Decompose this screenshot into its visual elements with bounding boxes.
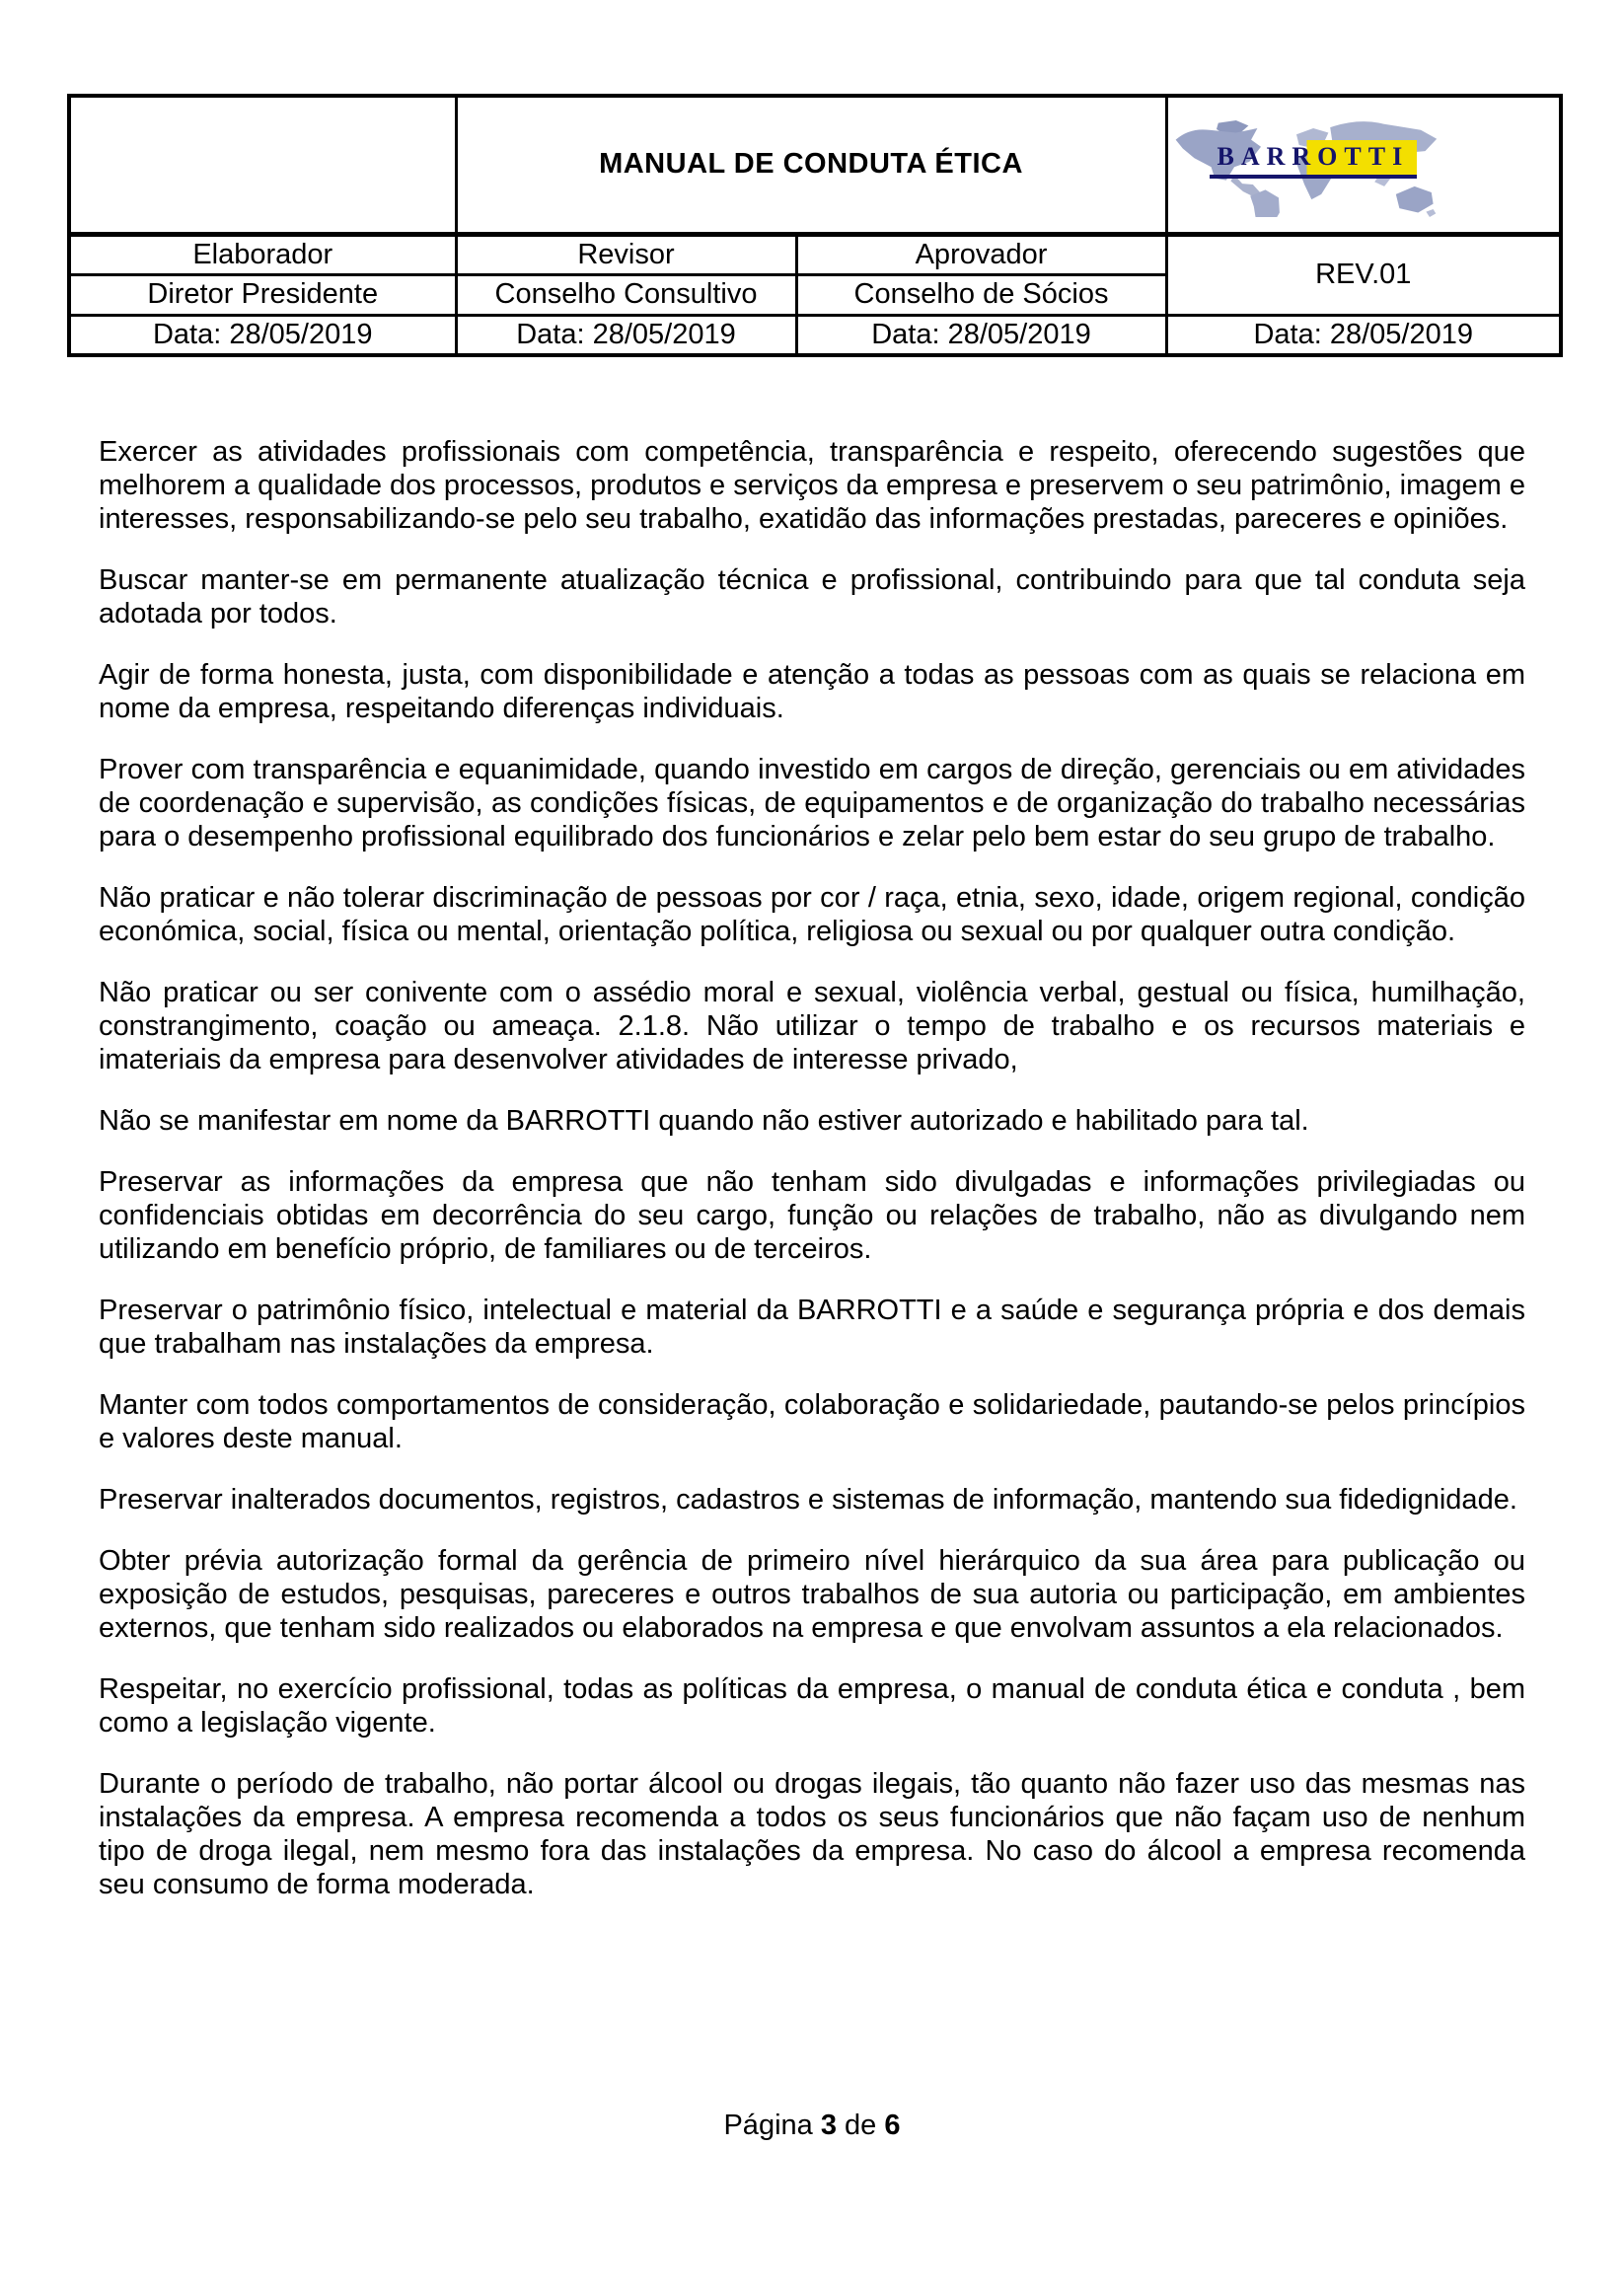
body-paragraph: Não praticar ou ser conivente com o assédio moral e sexual, violência verbal, gestual ou física, humilhação, constrangimento, coação ou ameaça. 2.1.8. Não utilizar o tempo de trabalho e os recursos materiais e imateriais da empresa para desenvolver atividades de interesse privado, (99, 977, 1525, 1075)
body-paragraph: Exercer as atividades profissionais com competência, transparência e respeito, oferecendo sugestões que melhorem a qualidade dos processos, produtos e serviços da empresa e preservem o seu patrimônio, imagem e interesses, responsabilizando-se pelo seu trabalho, exatidão das informações prestadas, pareceres e opiniões. (99, 436, 1525, 535)
body-paragraph: Não se manifestar em nome da BARROTTI quando não estiver autorizado e habilitado para tal. (99, 1105, 1309, 1137)
body-paragraph: Durante o período de trabalho, não portar álcool ou drogas ilegais, tão quanto não fazer uso das mesmas nas instalações da empresa. A empresa recomenda a todos os seus funcionários que não façam uso de nenhum tipo de droga ilegal, nem mesmo fora das instalações da empresa. No caso do álcool a empresa recomenda seu consumo de forma moderada. (99, 1768, 1525, 1900)
aprovador-date: Data: 28/05/2019 (796, 315, 1166, 355)
aprovador-name: Conselho de Sócios (796, 274, 1166, 315)
header-title-row (69, 96, 1561, 234)
body-paragraph: Respeitar, no exercício profissional, todas as políticas da empresa, o manual de conduta ética e conduta , bem como a legislação vigente. (99, 1673, 1525, 1739)
revision-date: Data: 28/05/2019 (1166, 315, 1561, 355)
footer-of-label: de (845, 2110, 877, 2141)
page-title: MANUAL DE CONDUTA ÉTICA (456, 96, 1166, 234)
header-table (67, 94, 1563, 357)
body-paragraph: Obter prévia autorização formal da gerência de primeiro nível hierárquico da sua área para publicação ou exposição de estudos, pesquisas, pareceres e outros trabalhos de sua autoria ou participação, em ambientes externos, que tenham sido realizados ou elaborados na empresa e que envolvam assuntos a ela relacionados. (99, 1545, 1525, 1644)
revisor-role-label: Revisor (456, 234, 796, 274)
body-paragraph: Não praticar e não tolerar discriminação de pessoas por cor / raça, etnia, sexo, idade, origem regional, condição económica, social, física ou mental, orientação política, religiosa ou sexual ou por qualquer outra condição. (99, 882, 1525, 947)
revision-label: REV.01 (1166, 234, 1561, 315)
company-logo-text: BARROTTI (1210, 140, 1418, 179)
body-paragraph: Preservar inalterados documentos, registros, cadastros e sistemas de informação, mantendo sua fidedignidade. (99, 1484, 1517, 1516)
revisor-date: Data: 28/05/2019 (456, 315, 796, 355)
header-role-row (69, 234, 1561, 274)
logo-cell (1166, 96, 1561, 234)
elaborador-role-label: Elaborador (69, 234, 456, 274)
body-paragraph: Preservar o patrimônio físico, intelectual e material da BARROTTI e a saúde e segurança própria e dos demais que trabalham nas instalações da empresa. (99, 1295, 1525, 1360)
footer-page-label: Página (723, 2110, 813, 2141)
header-date-row (69, 315, 1561, 355)
revisor-name: Conselho Consultivo (456, 274, 796, 315)
body-paragraph: Prover com transparência e equanimidade, quando investido em cargos de direção, gerenciais ou em atividades de coordenação e supervisão, as condições físicas, de equipamentos e de organização do trabalho necessárias para o desempenho profissional equilibrado dos funcionários e zelar pelo bem estar do seu grupo de trabalho. (99, 754, 1525, 852)
footer-total-pages: 6 (884, 2110, 901, 2141)
body-paragraph: Preservar as informações da empresa que não tenham sido divulgadas e informações privilegiadas ou confidenciais obtidas em decorrência do seu cargo, função ou relações de trabalho, não as divulgando nem utilizando em benefício próprio, de familiares ou de terceiros. (99, 1166, 1525, 1265)
page-footer (0, 2110, 1624, 2142)
elaborador-name: Diretor Presidente (69, 274, 456, 315)
aprovador-role-label: Aprovador (796, 234, 1166, 274)
body-paragraph: Buscar manter-se em permanente atualização técnica e profissional, contribuindo para que tal conduta seja adotada por todos. (99, 564, 1525, 630)
body-paragraph: Agir de forma honesta, justa, com disponibilidade e atenção a todas as pessoas com as quais se relaciona em nome da empresa, respeitando diferenças individuais. (99, 659, 1525, 724)
footer-page-number: 3 (820, 2110, 837, 2141)
elaborador-date: Data: 28/05/2019 (69, 315, 456, 355)
document-body (99, 435, 1525, 1929)
company-logo (1168, 99, 1560, 231)
header-empty-cell (69, 96, 456, 234)
body-paragraph: Manter com todos comportamentos de consideração, colaboração e solidariedade, pautando-se pelos princípios e valores deste manual. (99, 1389, 1525, 1454)
